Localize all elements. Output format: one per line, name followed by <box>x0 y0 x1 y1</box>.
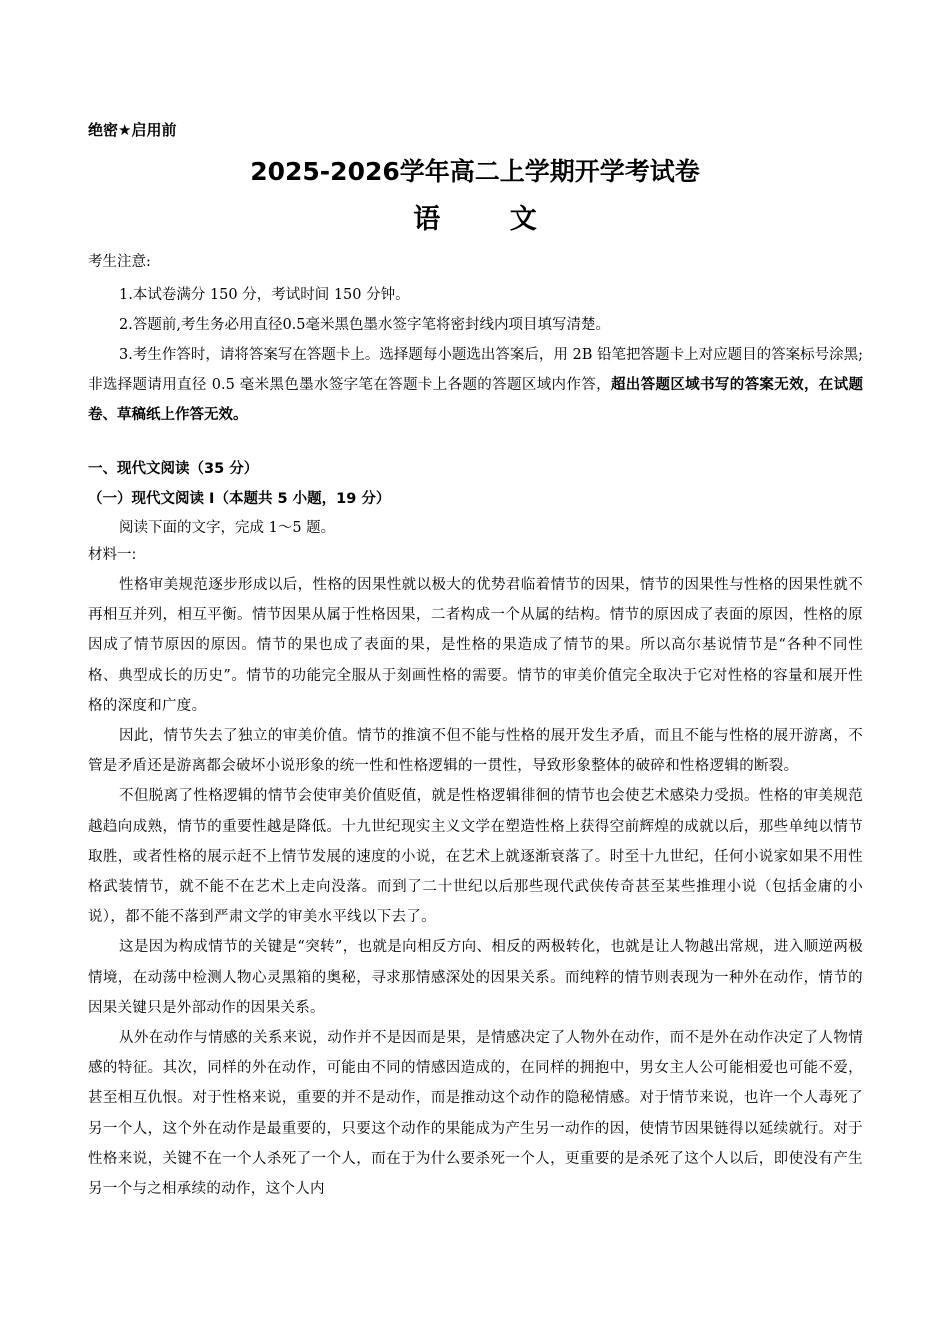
section-heading: 一、现代文阅读（35 分） <box>88 461 259 477</box>
material-text <box>88 570 863 1204</box>
material-paragraph: 因此，情节失去了独立的审美价值。情节的推演不但不能与性格的展开发生矛盾，而且不能与性格的展开游离，不管是矛盾还是游离都会破坏小说形象的统一性和性格逻辑的一贯性，导致形象整体的破碎和性格逻辑的断裂。 <box>88 728 863 775</box>
reading-instruction: 阅读下面的文字，完成 1～5 题。 <box>119 520 336 536</box>
subsection-heading: （一）现代文阅读 I（本题共 5 小题，19 分） <box>88 491 391 507</box>
notice-item-3-emphasis: 超出答题区域书写的答案无效，在试题卷、草稿纸上作答无效。 <box>88 376 863 423</box>
candidate-notice <box>88 250 863 430</box>
confidential-label: 绝密★启用前 <box>88 121 177 139</box>
material-paragraph: 从外在动作与情感的关系来说，动作并不是因而是果，是情感决定了人物外在动作，而不是外在动作决定了人物情感的特征。其次，同样的外在动作，可能由不同的情感因造成的，在同样的拥抱中，男女主人公可能相爱也可能不爱，甚至相互仇恨。对于性格来说，重要的并不是动作，而是推动这个动作的隐秘情感。对于情节来说，也许一个人毒死了另一个人，这个外在动作是最重要的，只要这个动作的果能成为产生另一动作的因，使情节因果链得以延续就行。对于性格来说，关键不在一个人杀死了一个人，而在于为什么要杀死一个人，更重要的是杀死了这个人以后，即使没有产生另一个与之相承续的动作，这个人内 <box>88 1030 863 1198</box>
notice-item-3-text: 3.考生作答时，请将答案写在答题卡上。选择题每小题选出答案后，用 2B 铅笔把答题卡上对应题目的答案标号涂黑;非选择题请用直径 0.5 毫米黑色墨水签字笔在答题卡上各题的答题区域内作答， <box>88 347 863 393</box>
material-paragraph: 性格审美规范逐步形成以后，性格的因果性就以极大的优势君临着情节的因果，情节的因果性与性格的因果性就不再相互并列，相互平衡。情节因果从属于性格因果，二者构成一个从属的结构。情节的原因成了表面的原因，性格的原因成了情节原因的原因。情节的果也成了表面的果，是性格的果造成了情节的果。所以高尔基说情节是“各种不同性格、典型成长的历史”。情节的功能完全服从于刻画性格的需要。情节的审美价值完全取决于它对性格的容量和展开性格的深度和广度。 <box>88 577 863 714</box>
notice-item-3 <box>88 340 863 430</box>
material-label: 材料一: <box>88 547 137 563</box>
reading-section <box>88 458 863 1204</box>
notice-item-2: 2.答题前,考生务必用直径0.5毫米黑色墨水签字笔将密封线内项目填写清楚。 <box>119 317 611 333</box>
notice-item-1: 1.本试卷满分 150 分，考试时间 150 分钟。 <box>119 287 410 303</box>
material-paragraph: 不但脱离了性格逻辑的情节会使审美价值贬值，就是性格逻辑徘徊的情节也会使艺术感染力受损。性格的审美规范越趋向成熟，情节的重要性越是降低。十九世纪现实主义文学在塑造性格上获得空前辉煌的成就以后，那些单纯以情节取胜，或者性格的展示赶不上情节发展的速度的小说，在艺术上就逐渐衰落了。时至十九世纪，任何小说家如果不用性格武装情节，就不能不在艺术上走向没落。而到了二十世纪以后那些现代武侠传奇甚至某些推理小说（包括金庸的小说），都不能不落到严肃文学的审美水平线以下去了。 <box>88 788 863 926</box>
notice-heading: 考生注意: <box>88 254 151 270</box>
exam-title: 2025-2026学年高二上学期开学考试卷 <box>250 157 700 186</box>
material-paragraph: 这是因为构成情节的关键是“突转”，也就是向相反方向、相反的两极转化，也就是让人物越出常规，进入顺逆两极情境，在动荡中检测人物心灵黑箱的奥秘，寻求那情感深处的因果关系。而纯粹的情节则表现为一种外在动作，情节的因果关键只是外部动作的因果关系。 <box>88 939 863 1016</box>
subject-title: 语 文 <box>413 204 567 235</box>
